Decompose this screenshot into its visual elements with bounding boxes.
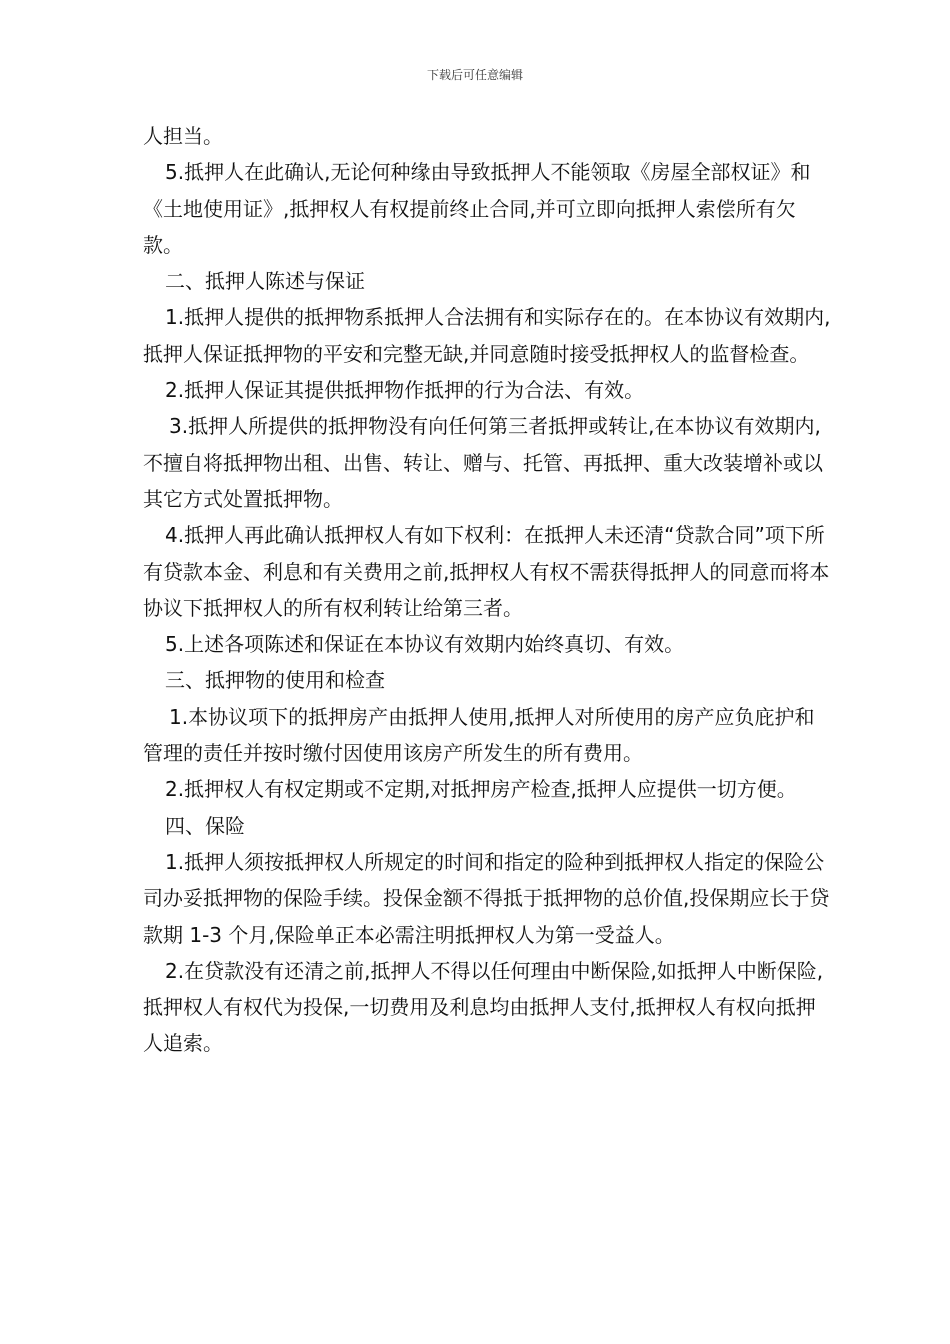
paragraph-clause-2-5: 5.上述各项陈述和保证在本协议有效期内始终真切、有效。 <box>165 632 685 657</box>
document-body <box>143 118 833 1062</box>
paragraph-clause-2-2: 2.抵押人保证其提供抵押物作抵押的行为合法、有效。 <box>165 378 645 403</box>
section-heading-3: 三、抵押物的使用和检查 <box>165 668 385 693</box>
paragraph-continuation: 人担当。 <box>143 124 223 148</box>
paragraph-clause-2-1: 1.抵押人提供的抵押物系抵押人合法拥有和实际存在的。在本协议有效期内,抵押人保证抵押物的平安和完整无缺,并同意随时接受抵押权人的监督检查。 <box>143 305 831 366</box>
paragraph-clause-4-1: 1.抵押人须按抵押权人所规定的时间和指定的险种到抵押权人指定的保险公司办妥抵押物的保险手续。投保金额不得抵于抵押物的总价值,投保期应长于贷款期 1-3 个月,保险单正本必需注明抵押权人为第一受益人。 <box>143 849 830 947</box>
paragraph-clause-3-1: 1.本协议项下的抵押房产由抵押人使用,抵押人对所使用的房产应负庇护和管理的责任并按时缴付因使用该房产所发生的所有费用。 <box>143 704 815 766</box>
section-heading-2: 二、抵押人陈述与保证 <box>165 269 365 294</box>
section-heading-4: 四、保险 <box>165 813 245 838</box>
paragraph-clause-2-4: 4.抵押人再此确认抵押权人有如下权利：在抵押人未还清“贷款合同”项下所有贷款本金、利息和有关费用之前,抵押权人有权不需获得抵押人的同意而将本协议下抵押权人的所有权利转让给第三者。 <box>143 523 830 620</box>
paragraph-clause-3-2: 2.抵押权人有权定期或不定期,对抵押房产检查,抵押人应提供一切方便。 <box>165 777 797 802</box>
paragraph-clause-2-3: 3.抵押人所提供的抵押物没有向任何第三者抵押或转让,在本协议有效期内,不擅自将抵押物出租、出售、转让、赠与、托管、再抵押、重大改装增补或以其它方式处置抵押物。 <box>143 414 823 511</box>
paragraph-clause-4-2: 2.在贷款没有还清之前,抵押人不得以任何理由中断保险,如抵押人中断保险,抵押权人有权代为投保,一切费用及利息均由抵押人支付,抵押权人有权向抵押人追索。 <box>143 958 824 1056</box>
paragraph-clause-5-confirmation: 5.抵押人在此确认,无论何种缘由导致抵押人不能领取《房屋全部权证》和《土地使用证》,抵押权人有权提前终止合同,并可立即向抵押人索偿所有欠款。 <box>143 160 811 257</box>
page-header: 下载后可任意编辑 <box>426 68 523 82</box>
